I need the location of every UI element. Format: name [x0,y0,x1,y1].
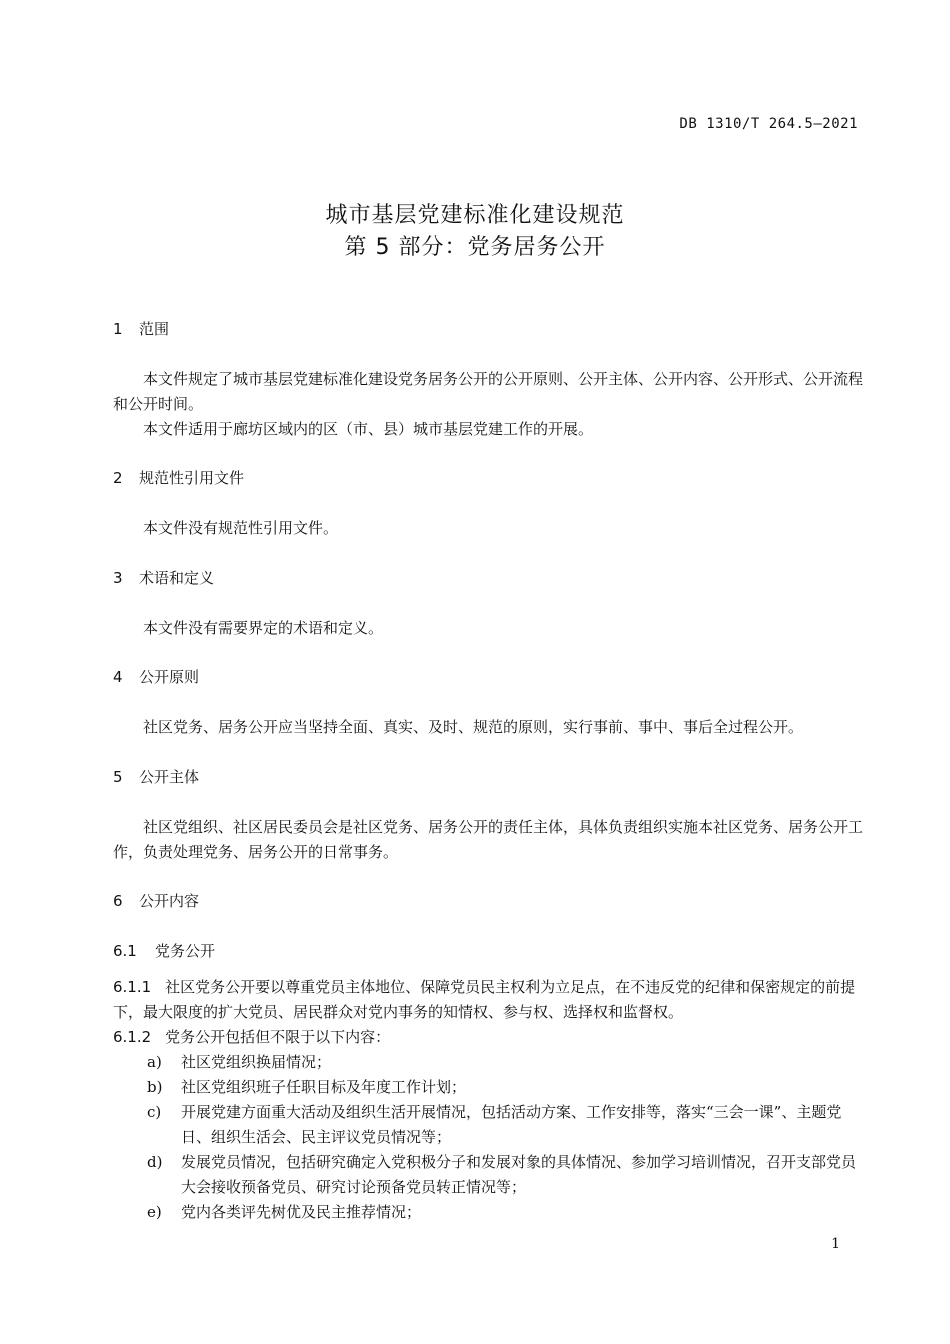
clause [113,975,863,1025]
paragraph: 本文件没有规范性引用文件。 [143,519,339,537]
list-item-text: 党内各类评先树优及民主推荐情况； [181,1203,422,1221]
section-number: 5 [113,768,123,786]
clause-number: 6.1.1 [113,978,152,996]
list-item-text: 社区党组织换届情况； [181,1053,332,1071]
section-heading-2 [113,467,244,488]
paragraph: 本文件没有需要界定的术语和定义。 [143,619,384,637]
list-item-label: a) [147,1053,162,1071]
section-number: 6 [113,892,123,910]
subsection-title: 党务公开 [155,942,216,960]
section-heading-1 [113,318,169,339]
paragraph: 本文件规定了城市基层党建标准化建设党务居务公开的公开原则、公开主体、公开内容、公开形式、公开流程和公开时间。 [113,370,864,413]
section-heading-6 [113,890,199,911]
clause-number: 6.1.2 [113,1028,152,1046]
document-subtitle: 第 5 部分：党务居务公开 [344,235,606,260]
section-heading-4 [113,666,199,687]
section-number: 4 [113,668,123,686]
section-title: 公开主体 [139,768,200,786]
paragraph: 社区党组织、社区居民委员会是社区党务、居务公开的责任主体，具体负责组织实施本社区党务、居务公开工作，负责处理党务、居务公开的日常事务。 [113,818,864,861]
clause-text: 社区党务公开要以尊重党员主体地位、保障党员民主权利为立足点，在不违反党的纪律和保密规定的前提下，最大限度的扩大党员、居民群众对党内事务的知情权、参与权、选择权和监督权。 [113,978,856,1021]
subsection-heading [113,940,215,961]
clause [113,1025,863,1050]
section-title: 术语和定义 [139,569,215,587]
list-item [147,1100,863,1150]
section-number: 3 [113,569,123,587]
list-item-text: 社区党组织班子任职目标及年度工作计划； [181,1078,467,1096]
document-title: 城市基层党建标准化建设规范 [325,203,625,228]
section-number: 2 [113,469,123,487]
section-title: 规范性引用文件 [139,469,245,487]
list-item-text: 发展党员情况，包括研究确定入党积极分子和发展对象的具体情况、参加学习培训情况，召开支部党员大会接收预备党员、研究讨论预备党员转正情况等； [181,1153,857,1196]
list-item-text: 开展党建方面重大活动及组织生活开展情况，包括活动方案、工作安排等，落实“三会一课”、主题党日、组织生活会、民主评议党员情况等； [181,1103,842,1146]
list-item [147,1050,863,1075]
section-title: 范围 [139,320,170,338]
list-item-label: e) [147,1203,162,1221]
paragraph: 本文件适用于廊坊区域内的区（市、县）城市基层党建工作的开展。 [143,420,594,438]
section-title: 公开内容 [139,892,200,910]
clause-text: 党务公开包括但不限于以下内容： [165,1028,391,1046]
subsection-number: 6.1 [113,942,137,960]
list-item-label: c) [147,1103,162,1121]
paragraph: 社区党务、居务公开应当坚持全面、真实、及时、规范的原则，实行事前、事中、事后全过程公开。 [143,718,804,736]
list-item-label: d) [147,1153,163,1171]
list-item [147,1150,863,1200]
section-heading-3 [113,567,214,588]
section-number: 1 [113,320,123,338]
section-title: 公开原则 [139,668,200,686]
list-item [147,1075,863,1100]
page-number: 1 [831,1236,840,1252]
list-item [147,1200,863,1225]
section-heading-5 [113,766,199,787]
list-item-label: b) [147,1078,163,1096]
standard-number: DB 1310/T 264.5—2021 [679,116,858,132]
